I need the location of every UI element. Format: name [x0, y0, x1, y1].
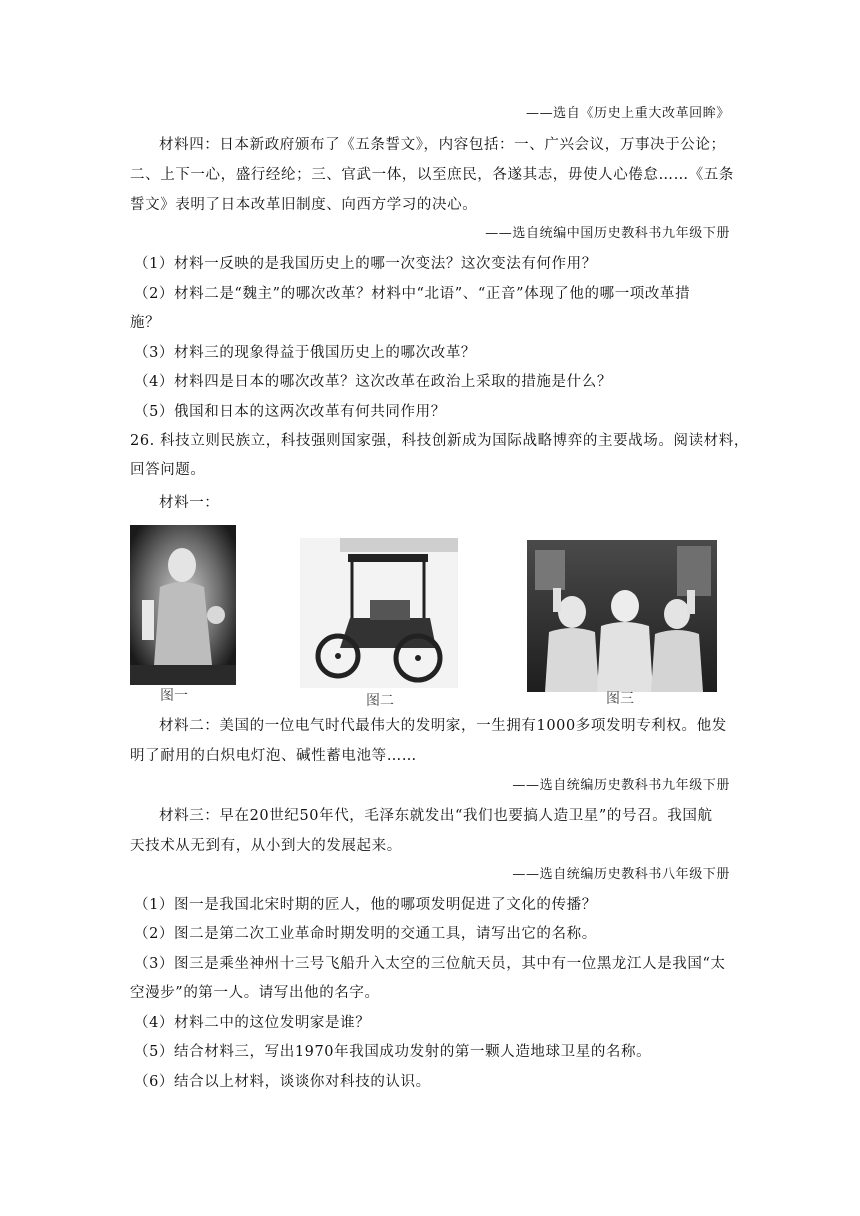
question-item: （2）材料二是“魏主”的哪次改革？材料中“北语”、“正音”体现了他的哪一项改革措	[134, 286, 691, 302]
material-two-text: 明了耐用的白炽电灯泡、碱性蓄电池等……	[130, 748, 417, 764]
source-citation: ——选自统编历史教科书八年级下册	[512, 867, 730, 882]
question-item: 空漫步”的第一人。请写出他的名字。	[130, 985, 380, 1001]
figure-car-photo	[300, 538, 458, 688]
material-four-text: 誓文》表明了日本改革旧制度、向西方学习的决心。	[130, 197, 478, 213]
material-four-text: 材料四：日本新政府颁布了《五条誓文》，内容包括：一、广兴会议，万事决于公论；	[159, 137, 726, 153]
source-citation: ——选自统编历史教科书九年级下册	[512, 778, 730, 793]
question-item: （4）材料四是日本的哪次改革？这次改革在政治上采取的措施是什么？	[134, 374, 612, 390]
source-citation: ——选自《历史上重大改革回眸》	[525, 106, 730, 121]
question-item: （6）结合以上材料，谈谈你对科技的认识。	[134, 1074, 431, 1090]
material-three-text: 材料三：早在20世纪50年代，毛泽东就发出“我们也要搞人造卫星”的号召。我国航	[159, 808, 713, 824]
question-item: （1）图一是我国北宋时期的匠人，他的哪项发明促进了文化的传播？	[134, 897, 597, 913]
source-citation: ——选自统编中国历史教科书九年级下册	[485, 226, 730, 241]
figure-astronauts-photo	[527, 540, 717, 692]
question-intro: 26. 科技立则民族立，科技强则国家强，科技创新成为国际战略博弈的主要战场。阅读材料，	[130, 433, 749, 449]
material-two-text: 材料二：美国的一位电气时代最伟大的发明家，一生拥有1000多项发明专利权。他发	[159, 718, 727, 734]
question-intro: 回答问题。	[130, 462, 206, 478]
figure-caption: 图一	[160, 688, 188, 704]
figure-caption: 图三	[606, 691, 634, 707]
figure-artisan-photo	[130, 525, 236, 685]
question-item: （3）图三是乘坐神州十三号飞船升入太空的三位航天员，其中有一位黑龙江人是我国“太	[134, 956, 726, 972]
question-item: （4）材料二中的这位发明家是谁？	[134, 1015, 371, 1031]
material-one-label: 材料一：	[159, 495, 220, 511]
figure-caption: 图二	[366, 693, 394, 709]
material-four-text: 二、上下一心，盛行经纶；三、官武一体，以至庶民，各遂其志，毋使人心倦怠……《五条	[130, 167, 734, 183]
question-item: （3）材料三的现象得益于俄国历史上的哪次改革？	[134, 345, 477, 361]
question-item: 施？	[130, 315, 161, 331]
question-item: （2）图二是第二次工业革命时期发明的交通工具，请写出它的名称。	[134, 926, 597, 942]
material-three-text: 天技术从无到有，从小到大的发展起来。	[130, 838, 402, 854]
question-item: （1）材料一反映的是我国历史上的哪一次变法？这次变法有何作用？	[134, 256, 597, 272]
question-item: （5）结合材料三，写出1970年我国成功发射的第一颗人造地球卫星的名称。	[134, 1044, 652, 1060]
question-item: （5）俄国和日本的这两次改革有何共同作用？	[134, 404, 446, 420]
